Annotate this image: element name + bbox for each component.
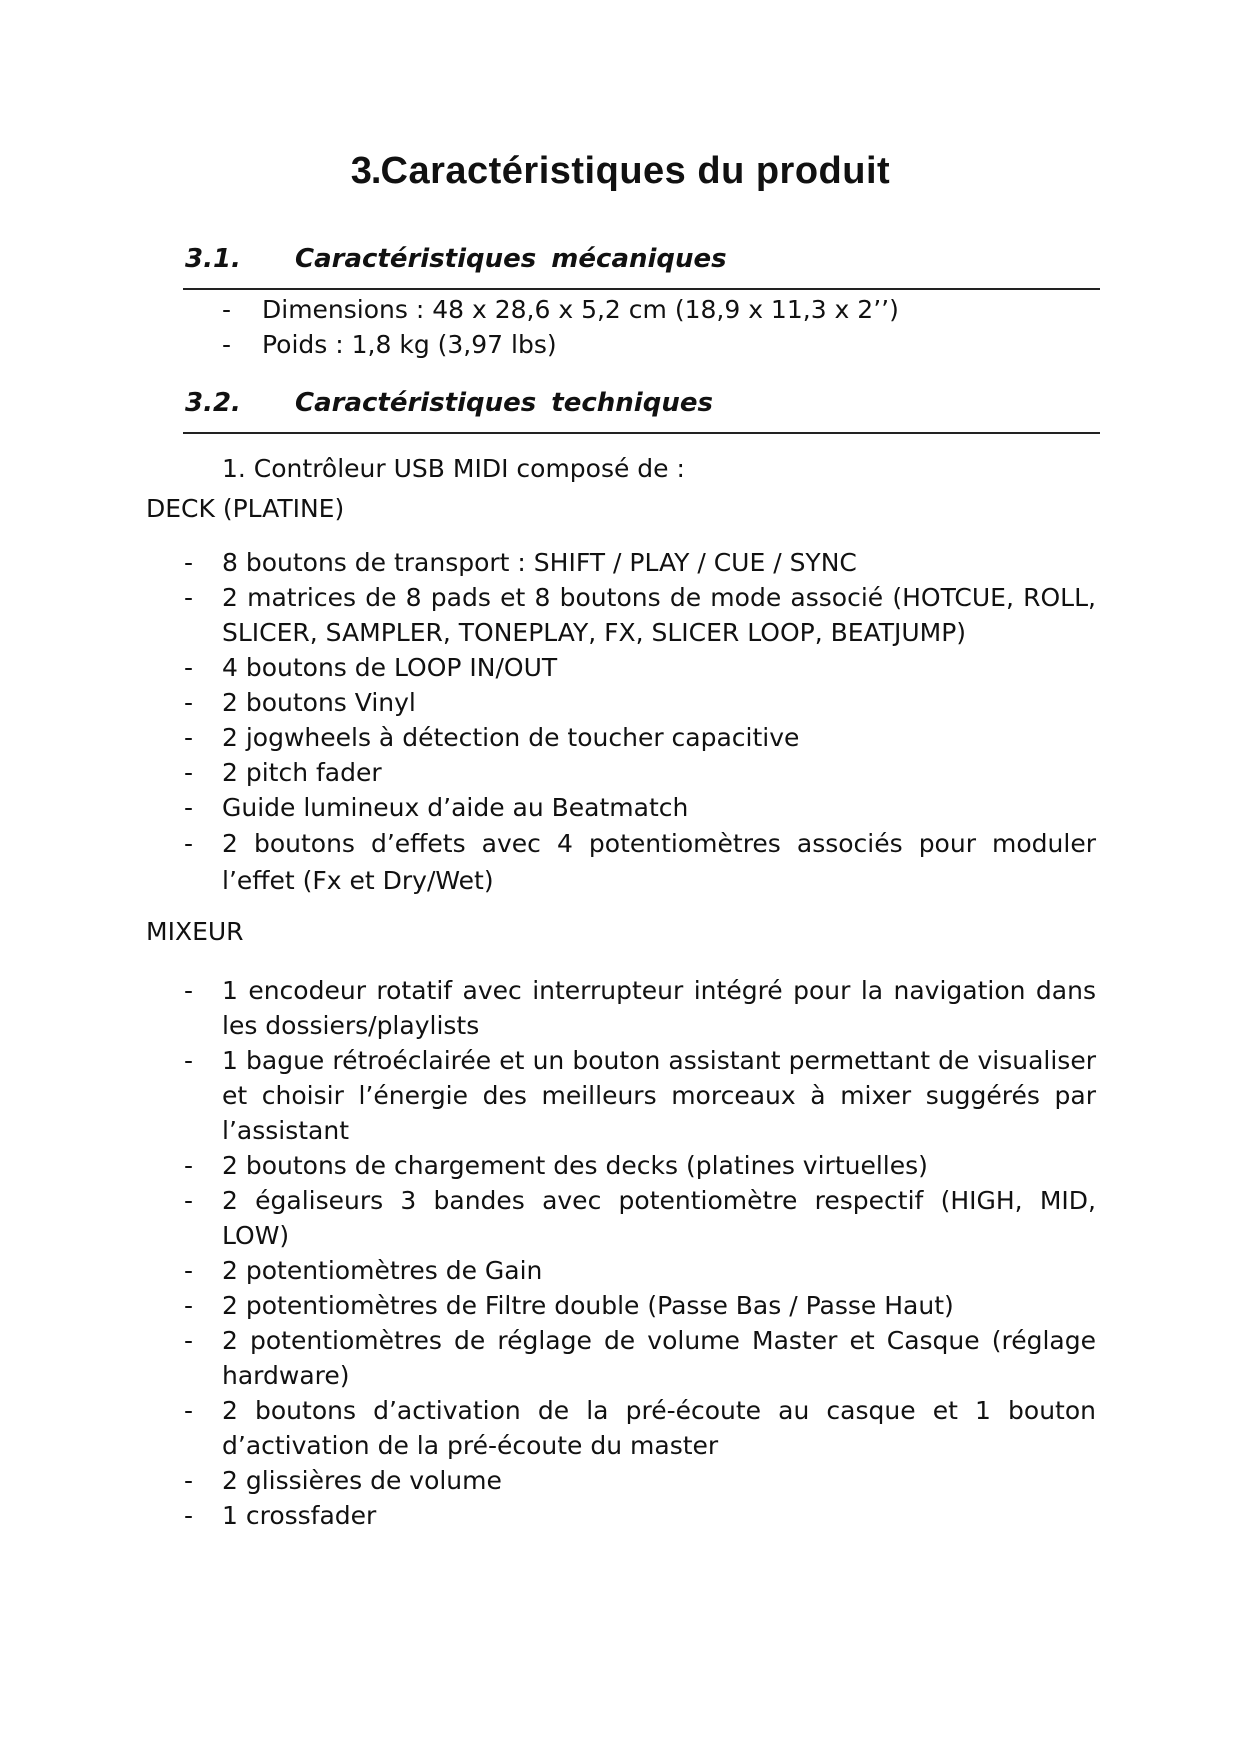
list-item <box>184 720 1096 755</box>
list-item-text: 2 matrices de 8 pads et 8 boutons de mode associé (HOTCUE, ROLL, SLICER, SAMPLER, TONEPLAY, FX, SLICER LOOP, BEATJUMP) <box>222 583 1096 647</box>
list-item <box>184 1323 1096 1393</box>
list-item <box>184 650 1096 685</box>
bullet-dash: - <box>184 1326 194 1355</box>
bullet-dash: - <box>184 653 194 682</box>
list-item <box>184 1148 1096 1183</box>
bullet-dash: - <box>184 723 194 752</box>
list-item <box>184 1393 1096 1463</box>
bullet-dash: - <box>222 330 232 359</box>
list-item <box>184 1498 1096 1533</box>
section-heading-mechanical <box>183 244 1100 290</box>
section-heading-technical <box>183 388 1100 434</box>
list-item <box>184 1253 1096 1288</box>
list-item <box>184 755 1096 790</box>
list-item-text: 1 bague rétroéclairée et un bouton assistant permettant de visualiser et choisir l’énergie des meilleurs morceaux à mixer suggérés par l’assistant <box>222 1046 1096 1145</box>
section-title: Caractéristiques techniques <box>295 388 713 418</box>
deck-label: DECK (PLATINE) <box>146 494 345 523</box>
list-item-text: 2 boutons d’effets avec 4 potentiomètres associés pour moduler l’effet (Fx et Dry/Wet) <box>222 829 1096 895</box>
list-item <box>184 1288 1096 1323</box>
bullet-dash: - <box>184 829 194 858</box>
bullet-dash: - <box>184 793 194 822</box>
list-item-text: 2 glissières de volume <box>222 1466 502 1495</box>
list-item-text: 4 boutons de LOOP IN/OUT <box>222 653 558 682</box>
page-title-text: Caractéristiques du produit <box>380 150 891 192</box>
list-item-text: 2 boutons Vinyl <box>222 688 416 717</box>
bullet-dash: - <box>184 1256 194 1285</box>
bullet-dash: - <box>184 1151 194 1180</box>
bullet-dash: - <box>184 1186 194 1215</box>
bullet-dash: - <box>184 1501 194 1530</box>
list-item-text: 2 jogwheels à détection de toucher capacitive <box>222 723 800 752</box>
page-title-number: 3. <box>350 150 381 192</box>
list-item-text: Dimensions : 48 x 28,6 x 5,2 cm (18,9 x 11,3 x 2’’) <box>262 295 899 324</box>
list-item <box>184 1043 1096 1148</box>
list-item-text: Poids : 1,8 kg (3,97 lbs) <box>262 330 557 359</box>
bullet-dash: - <box>184 1396 194 1425</box>
list-item-text: 2 potentiomètres de Filtre double (Passe Bas / Passe Haut) <box>222 1291 954 1320</box>
bullet-dash: - <box>184 976 194 1005</box>
list-item <box>184 1463 1096 1498</box>
list-item <box>222 292 1102 327</box>
list-item <box>184 545 1096 580</box>
list-item-text: 2 pitch fader <box>222 758 382 787</box>
technical-intro: 1. Contrôleur USB MIDI composé de : <box>222 454 685 483</box>
bullet-dash: - <box>184 758 194 787</box>
list-item <box>184 973 1096 1043</box>
page-title <box>0 150 1241 193</box>
mixer-list <box>184 973 1096 1533</box>
section-number: 3.1. <box>185 244 241 274</box>
list-item-text: 2 égaliseurs 3 bandes avec potentiomètre respectif (HIGH, MID, LOW) <box>222 1186 1096 1250</box>
mechanical-list <box>222 292 1102 362</box>
deck-list <box>184 545 1096 899</box>
list-item-text: 8 boutons de transport : SHIFT / PLAY / CUE / SYNC <box>222 548 857 577</box>
list-item-text: Guide lumineux d’aide au Beatmatch <box>222 793 689 822</box>
bullet-dash: - <box>222 295 232 324</box>
list-item-text: 1 crossfader <box>222 1501 377 1530</box>
bullet-dash: - <box>184 1046 194 1075</box>
list-item <box>184 685 1096 720</box>
mixer-label: MIXEUR <box>146 917 244 946</box>
section-number: 3.2. <box>185 388 241 418</box>
list-item <box>184 790 1096 825</box>
bullet-dash: - <box>184 548 194 577</box>
list-item-text: 2 boutons de chargement des decks (platines virtuelles) <box>222 1151 928 1180</box>
bullet-dash: - <box>184 688 194 717</box>
list-item-text: 2 boutons d’activation de la pré-écoute au casque et 1 bouton d’activation de la pré-écoute du master <box>222 1396 1096 1460</box>
list-item-text: 1 encodeur rotatif avec interrupteur intégré pour la navigation dans les dossiers/playlists <box>222 976 1096 1040</box>
list-item <box>184 825 1096 899</box>
list-item <box>184 580 1096 650</box>
bullet-dash: - <box>184 1291 194 1320</box>
section-title: Caractéristiques mécaniques <box>295 244 727 274</box>
bullet-dash: - <box>184 583 194 612</box>
list-item <box>184 1183 1096 1253</box>
bullet-dash: - <box>184 1466 194 1495</box>
list-item <box>222 327 1102 362</box>
list-item-text: 2 potentiomètres de réglage de volume Master et Casque (réglage hardware) <box>222 1326 1096 1390</box>
list-item-text: 2 potentiomètres de Gain <box>222 1256 543 1285</box>
